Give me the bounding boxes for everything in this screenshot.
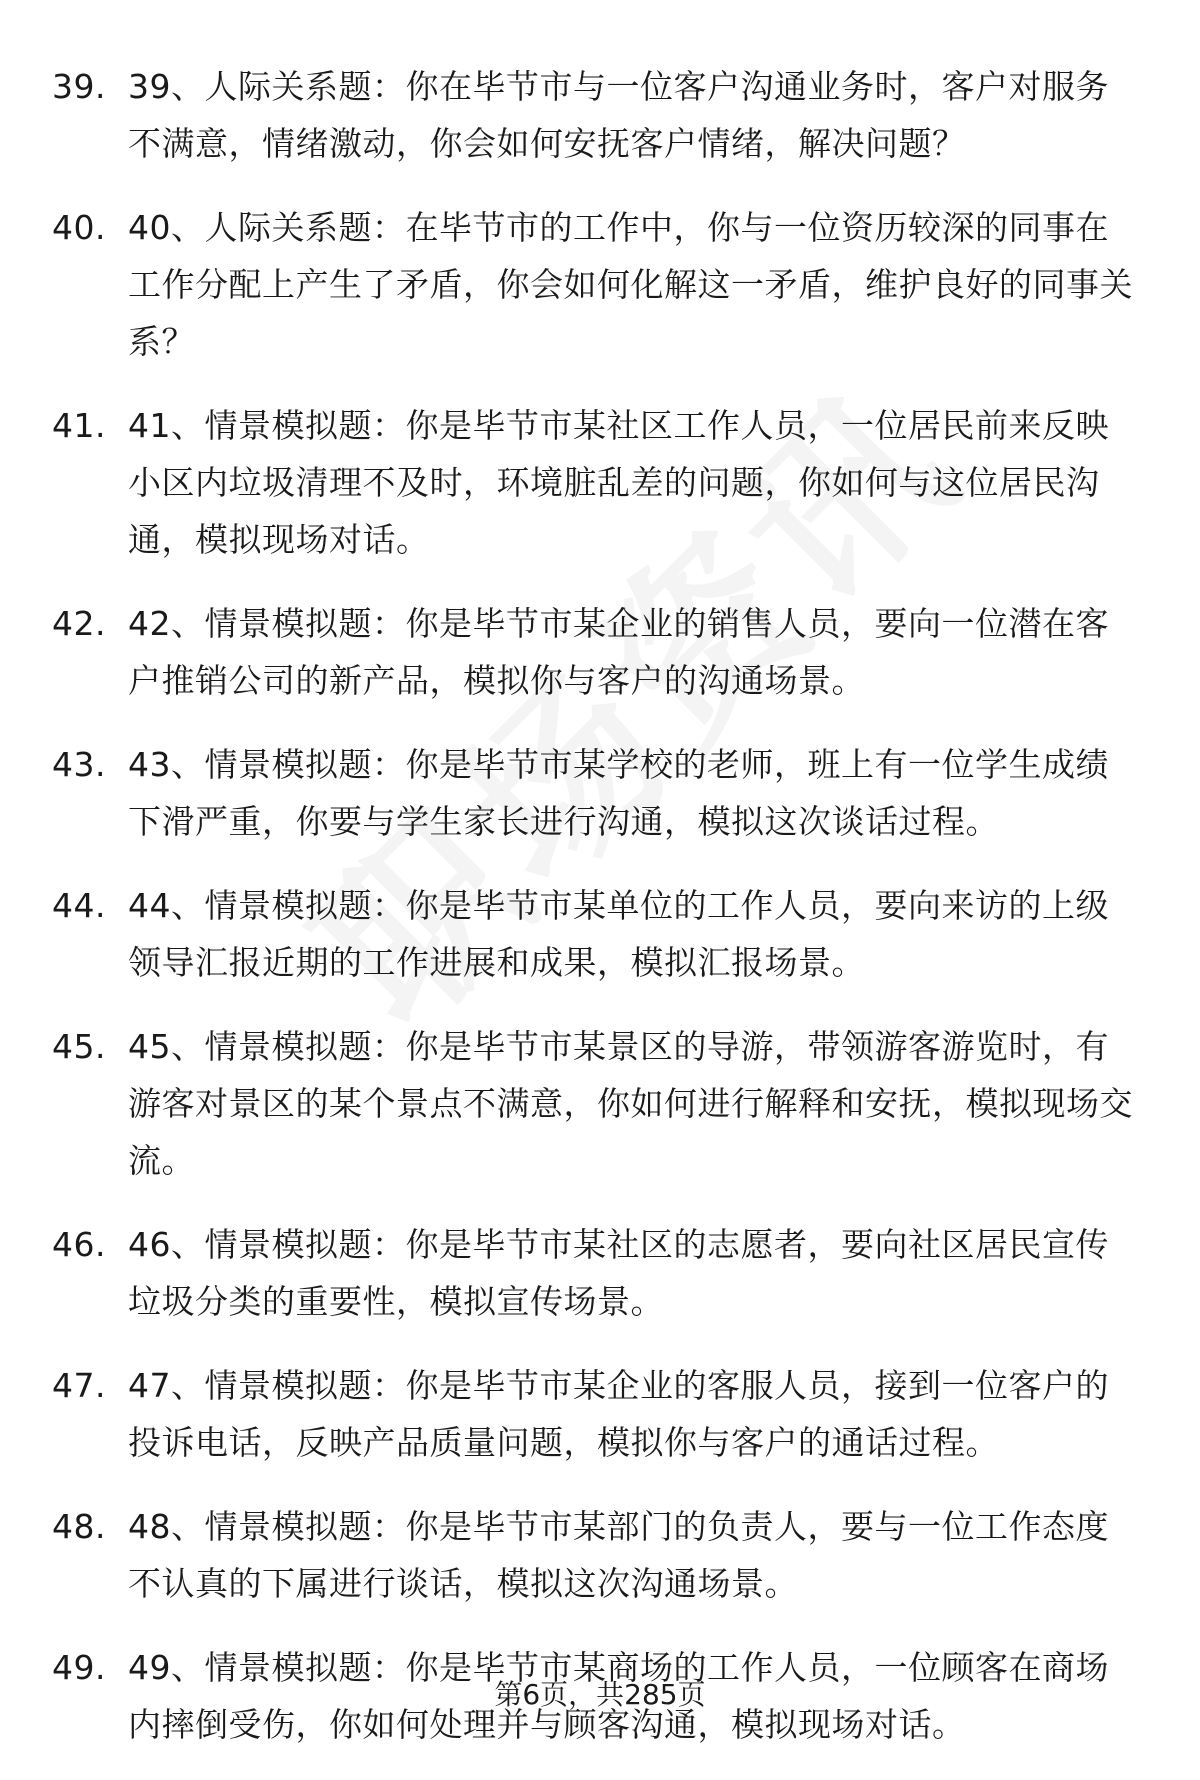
question-text: 39、人际关系题：你在毕节市与一位客户沟通业务时，客户对服务不满意，情绪激动，你会如何安抚客户情绪，解决问题？: [128, 67, 1109, 163]
question-number: 43.: [52, 745, 106, 784]
question-number: 44.: [52, 886, 106, 925]
question-text: 45、情景模拟题：你是毕节市某景区的导游，带领游客游览时，有游客对景区的某个景点不满意，你如何进行解释和安抚，模拟现场交流。: [128, 1027, 1133, 1180]
question-list: [0, 58, 1200, 1780]
question-item: [0, 1357, 1200, 1471]
question-number: 47.: [52, 1366, 106, 1405]
question-number: 42.: [52, 604, 106, 643]
question-number: 45.: [52, 1027, 106, 1066]
question-text: 47、情景模拟题：你是毕节市某企业的客服人员，接到一位客户的投诉电话，反映产品质量问题，模拟你与客户的通话过程。: [128, 1366, 1109, 1462]
question-text: 40、人际关系题：在毕节市的工作中，你与一位资历较深的同事在工作分配上产生了矛盾，你会如何化解这一矛盾，维护良好的同事关系？: [128, 208, 1133, 361]
question-number: 48.: [52, 1507, 106, 1546]
question-text: 49、情景模拟题：你是毕节市某商场的工作人员，一位顾客在商场内摔倒受伤，你如何处理并与顾客沟通，模拟现场对话。: [128, 1648, 1109, 1744]
question-text: 46、情景模拟题：你是毕节市某社区的志愿者，要向社区居民宣传垃圾分类的重要性，模拟宣传场景。: [128, 1225, 1109, 1321]
question-number: 49.: [52, 1648, 106, 1687]
question-item: [0, 1498, 1200, 1612]
question-item: [0, 877, 1200, 991]
page-footer: 第6页，共285页: [494, 1678, 706, 1711]
question-text: 44、情景模拟题：你是毕节市某单位的工作人员，要向来访的上级领导汇报近期的工作进展和成果，模拟汇报场景。: [128, 886, 1109, 982]
question-item: [0, 595, 1200, 709]
question-number: 41.: [52, 406, 106, 445]
question-text: 48、情景模拟题：你是毕节市某部门的负责人，要与一位工作态度不认真的下属进行谈话，模拟这次沟通场景。: [128, 1507, 1109, 1603]
question-item: [0, 1018, 1200, 1189]
question-item: [0, 736, 1200, 850]
question-item: [0, 397, 1200, 568]
question-item: [0, 199, 1200, 370]
question-text: 41、情景模拟题：你是毕节市某社区工作人员，一位居民前来反映小区内垃圾清理不及时，环境脏乱差的问题，你如何与这位居民沟通，模拟现场对话。: [128, 406, 1109, 559]
question-number: 39.: [52, 67, 106, 106]
question-number: 40.: [52, 208, 106, 247]
question-item: [0, 58, 1200, 172]
question-number: 46.: [52, 1225, 106, 1264]
question-item: [0, 1216, 1200, 1330]
question-text: 42、情景模拟题：你是毕节市某企业的销售人员，要向一位潜在客户推销公司的新产品，模拟你与客户的沟通场景。: [128, 604, 1109, 700]
question-text: 43、情景模拟题：你是毕节市某学校的老师，班上有一位学生成绩下滑严重，你要与学生家长进行沟通，模拟这次谈话过程。: [128, 745, 1109, 841]
